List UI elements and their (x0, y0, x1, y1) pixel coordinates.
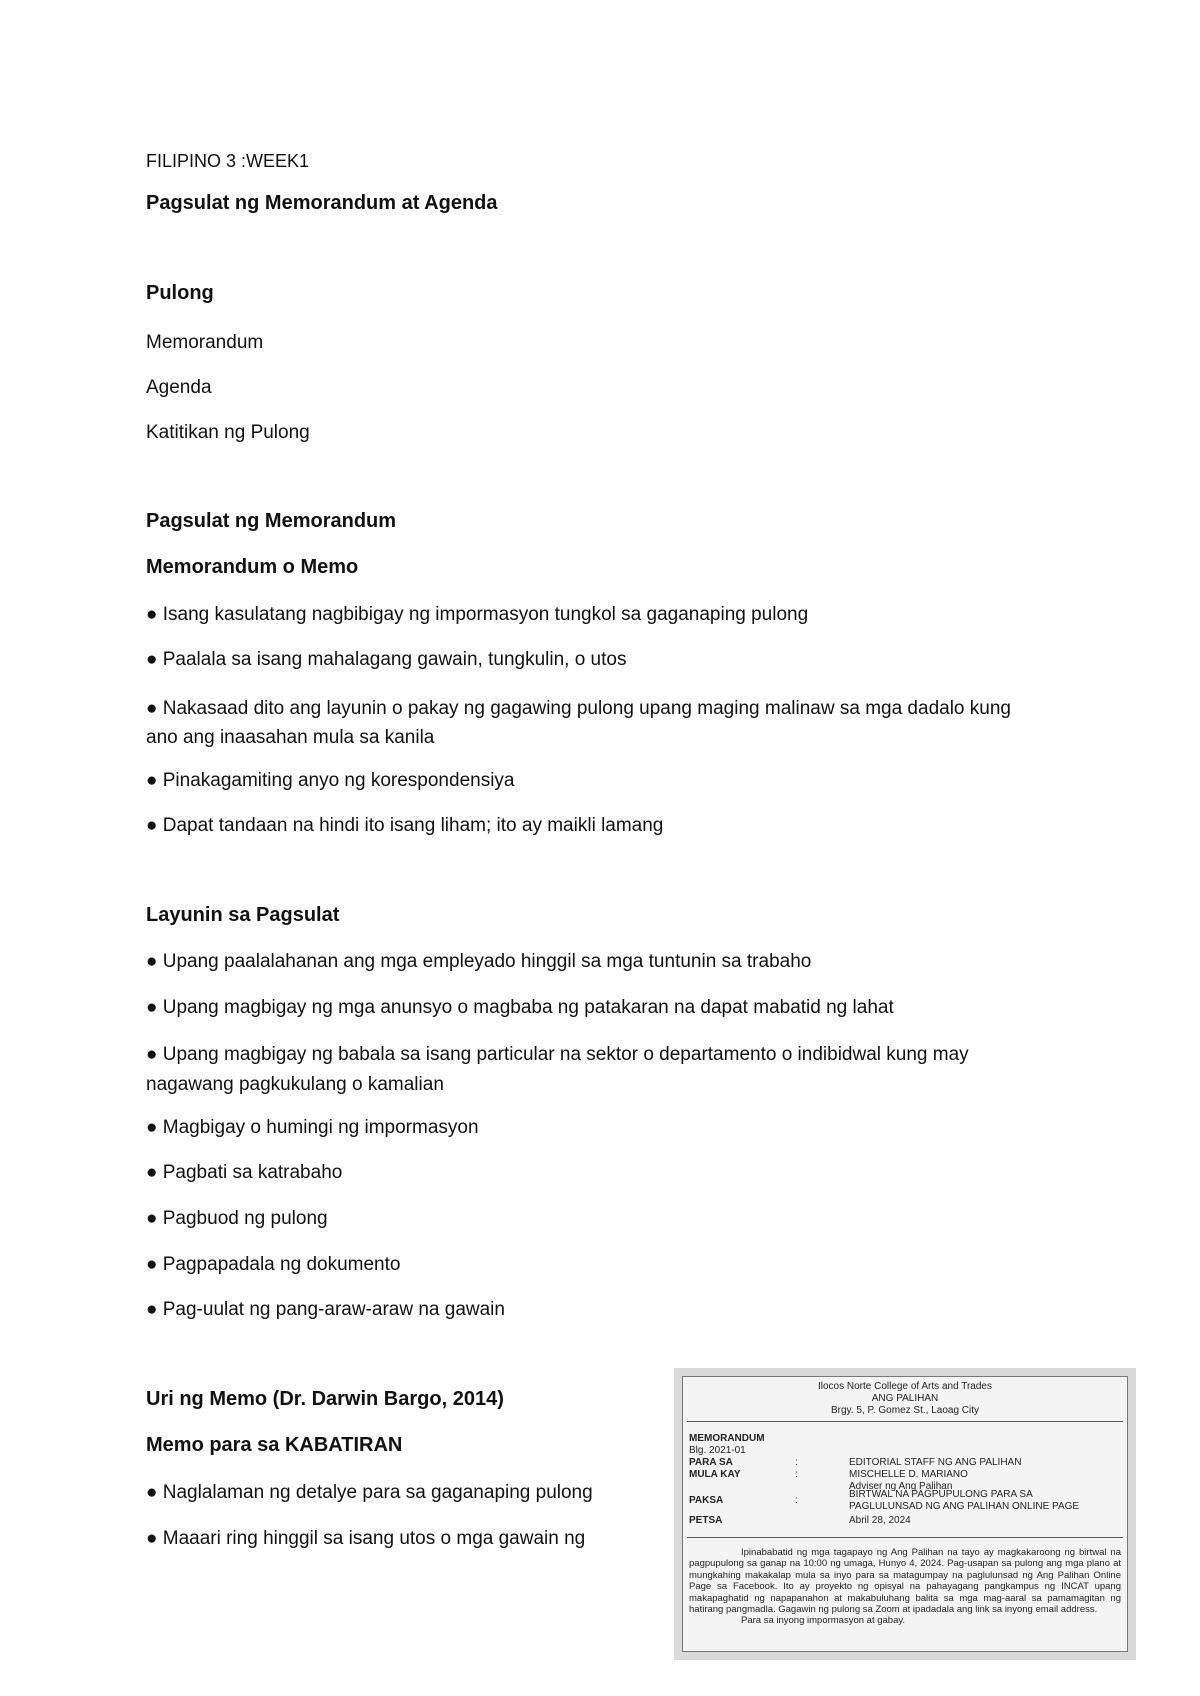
memo-colon: : (795, 1469, 798, 1480)
memo-para-sa-value: EDITORIAL STAFF NG ANG PALIHAN (849, 1457, 1022, 1468)
bullet-item: ● Upang paalalahanan ang mga empleyado hinggil sa mga tuntunin sa trabaho (146, 951, 812, 972)
kabatiran-subheading: Memo para sa KABATIRAN (146, 1434, 403, 1456)
bullet-item: ● Upang magbigay ng babala sa isang particular na sektor o departamento o indibidwal kung may nagawang pagkukulang o kamalian (146, 1044, 969, 1095)
memo-closing: Para sa inyong impormasyon at gabay. (741, 1615, 906, 1627)
pulong-heading: Pulong (146, 282, 214, 304)
document-title: Pagsulat ng Memorandum at Agenda (146, 192, 498, 214)
bullet-item: ● Pagbuod ng pulong (146, 1208, 328, 1229)
memo-letterhead (683, 1377, 1127, 1417)
bullet-item: ● Pagbati sa katrabaho (146, 1162, 343, 1183)
memo-body-text: Ipinababatid ng mga tagapayo ng Ang Palihan na tayo ay magkakaroong ng birtwal na pagpupulong sa ganap na 10:00 ng umaga, Hunyo 4, 2024. Pag-usapan sa pulong ang mga plano at mungkahing makakalap mula sa inyo para sa matagumpay na paglulunsad ng Ang Palihan Online Page sa Facebook. Ito ay proyekto ng opisyal na pahayagang pangkampus ng INCAT upang makapaghatid ng napapanahon at makabuluhang balita sa mga mag-aaral sa pamamagitan ng hatirang pangmadla. Gagawin ng pulong sa Zoom at ipadadala ang link sa inyong email address. (689, 1547, 1121, 1616)
bullet-item: ● Pag-uulat ng pang-araw-araw na gawain (146, 1299, 505, 1320)
memo-address: Brgy. 5, P. Gomez St., Laoag City (830, 1405, 980, 1416)
memo-colon: : (795, 1495, 798, 1506)
memo-mula-kay-value: MISCHELLE D. MARIANO (849, 1469, 968, 1480)
bullet-item: ● Dapat tandaan na hindi ito isang liham; ito ay maikli lamang (146, 815, 664, 836)
uri-heading: Uri ng Memo (Dr. Darwin Bargo, 2014) (146, 1388, 504, 1410)
pulong-item: Katitikan ng Pulong (146, 422, 310, 443)
memo-body (689, 1547, 1121, 1627)
layunin-heading: Layunin sa Pagsulat (146, 904, 340, 926)
pagsulat-heading: Pagsulat ng Memorandum (146, 510, 397, 532)
memo-mula-kay-role: Adviser ng Ang Palihan (849, 1481, 953, 1492)
memo-petsa-value: Abril 28, 2024 (849, 1515, 911, 1526)
memo-paksa-value: PAGLULUNSAD NG ANG PALIHAN ONLINE PAGE (849, 1501, 1080, 1512)
memo-petsa-label: PETSA (689, 1515, 723, 1526)
memo-org: ANG PALIHAN (871, 1393, 939, 1404)
memo-mula-kay-label: MULA KAY (689, 1469, 741, 1480)
memo-paksa-label: PAKSA (689, 1495, 724, 1506)
course-week-label: FILIPINO 3 :WEEK1 (146, 151, 310, 171)
memo-paksa-value: BIRTWAL NA PAGPUPULONG PARA SA (849, 1489, 1033, 1500)
pulong-item: Agenda (146, 377, 212, 398)
memo-subheading: Memorandum o Memo (146, 556, 359, 578)
bullet-item: ● Nakasaad dito ang layunin o pakay ng gagawing pulong upang maging malinaw sa mga dadalo kung ano ang inaasahan mula sa kanila (146, 698, 1011, 748)
memo-divider (687, 1421, 1123, 1422)
memo-number: Blg. 2021-01 (689, 1445, 746, 1456)
pulong-item: Memorandum (146, 332, 264, 353)
bullet-item: ● Naglalaman ng detalye para sa gaganaping pulong (146, 1482, 593, 1503)
bullet-item: ● Magbigay o humingi ng impormasyon (146, 1117, 479, 1138)
memo-para-sa-label: PARA SA (689, 1457, 733, 1468)
bullet-item: ● Upang magbigay ng mga anunsyo o magbaba ng patakaran na dapat mabatid ng lahat (146, 997, 894, 1018)
memo-colon: : (795, 1457, 798, 1468)
bullet-item: ● Pagpapadala ng dokumento (146, 1254, 401, 1275)
memo-label: MEMORANDUM (689, 1433, 765, 1444)
memo-sample-image (674, 1368, 1136, 1660)
bullet-item: ● Maaari ring hinggil sa isang utos o mga gawain ng (146, 1528, 586, 1549)
bullet-item: ● Isang kasulatang nagbibigay ng impormasyon tungkol sa gaganaping pulong (146, 604, 809, 625)
memo-school: Ilocos Norte College of Arts and Trades (818, 1381, 992, 1392)
memo-divider (687, 1537, 1123, 1538)
memo-sample-paper (682, 1376, 1128, 1652)
bullet-item: ● Pinakagamiting anyo ng korespondensiya (146, 770, 515, 791)
bullet-item: ● Paalala sa isang mahalagang gawain, tungkulin, o utos (146, 649, 627, 670)
